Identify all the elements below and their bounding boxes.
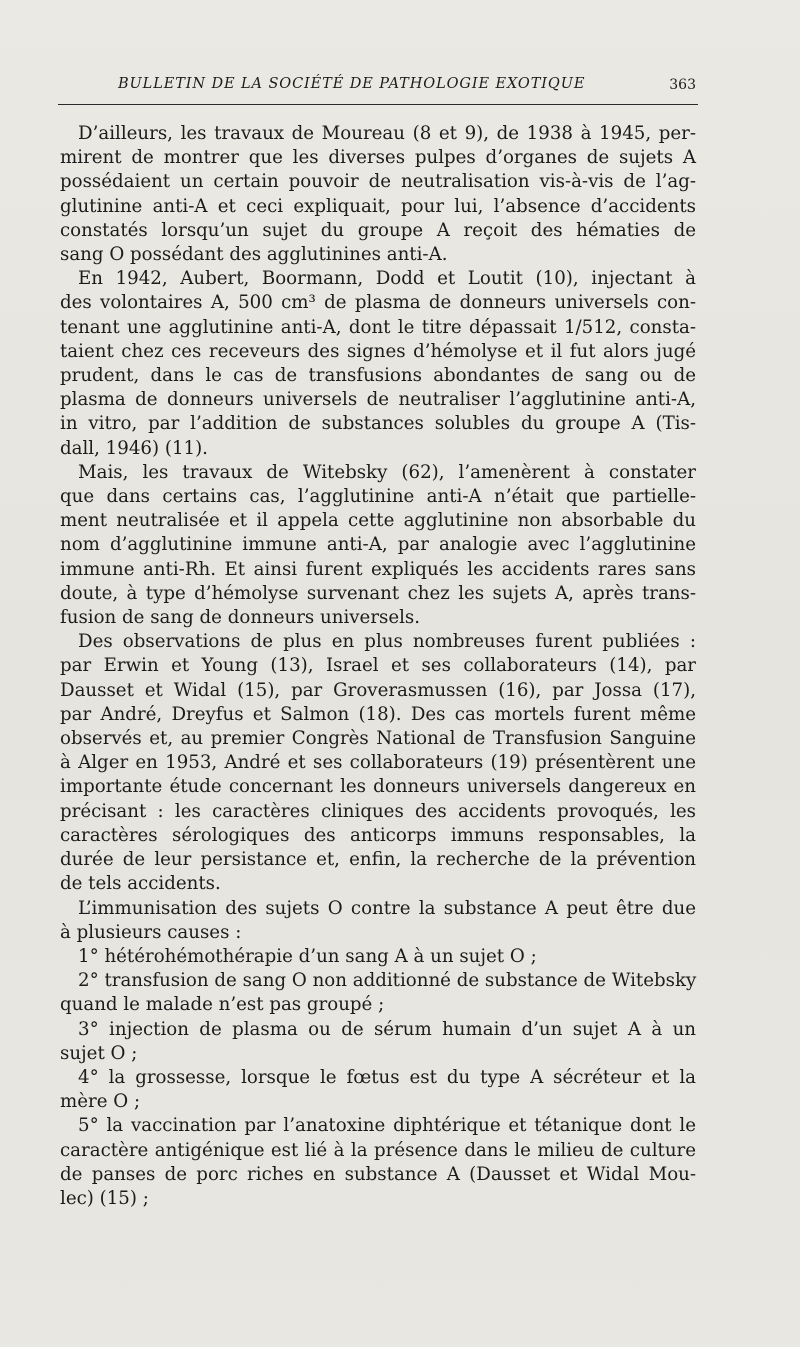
text-line: mère O ; — [60, 1091, 141, 1113]
text-line: tenant une agglutinine anti-A, dont le titre dépassait 1/512, consta- — [60, 316, 696, 338]
text-line: importante étude concernant les donneurs universels dangereux en — [60, 776, 696, 798]
text-line: D’ailleurs, les travaux de Moureau (8 et 9), de 1938 à 1945, per- — [78, 123, 696, 144]
text-line: durée de leur persistance et, enfin, la recherche de la prévention — [60, 849, 696, 871]
text-line: Des observations de plus en plus nombreuses furent publiées : — [78, 631, 696, 653]
paragraph — [60, 122, 696, 267]
text-line: quand le malade n’est pas groupé ; — [60, 994, 385, 1016]
paragraph — [60, 267, 696, 461]
paragraph — [60, 897, 696, 945]
text-line: par André, Dreyfus et Salmon (18). Des cas mortels furent même — [60, 703, 696, 725]
text-line: Mais, les travaux de Witebsky (62), l’amenèrent à constater — [78, 461, 696, 483]
text-line: 5° la vaccination par l’anatoxine diphtérique et tétanique dont le — [78, 1115, 696, 1137]
text-line: des volontaires A, 500 cm³ de plasma de donneurs universels con- — [60, 292, 696, 314]
list-item — [60, 1066, 696, 1114]
text-line: En 1942, Aubert, Boormann, Dodd et Loutit (10), injectant à — [78, 268, 696, 290]
text-line: mirent de montrer que les diverses pulpes d’organes de sujets A — [60, 147, 696, 169]
text-line: de panses de porc riches en substance A (Dausset et Widal Mou- — [60, 1163, 696, 1185]
text-line: à Alger en 1953, André et ses collaborateurs (19) présentèrent une — [60, 752, 696, 774]
text-line: sujet O ; — [60, 1042, 138, 1064]
text-line: ment neutralisée et il appela cette agglutinine non absorbable du — [60, 510, 696, 532]
paragraph — [60, 461, 696, 630]
text-line: lec) (15) ; — [60, 1187, 149, 1209]
text-line: prudent, dans le cas de transfusions abondantes de sang ou de — [60, 365, 696, 387]
text-line: caractères sérologiques des anticorps immuns responsables, la — [60, 824, 696, 846]
text-line: plasma de donneurs universels de neutraliser l’agglutinine anti-A, — [60, 389, 696, 411]
text-line: dall, 1946) (11). — [60, 437, 208, 459]
list-item — [60, 945, 696, 969]
running-header — [60, 76, 696, 98]
text-line: de tels accidents. — [60, 873, 221, 895]
text-line: immune anti-Rh. Et ainsi furent expliqués les accidents rares sans — [60, 558, 696, 580]
text-line: sang O possédant des agglutinines anti-A. — [60, 244, 448, 266]
paragraph — [60, 630, 696, 896]
text-line: caractère antigénique est lié à la présence dans le milieu de culture — [60, 1139, 696, 1161]
list-item — [60, 1114, 696, 1211]
page-number: 363 — [669, 77, 696, 93]
text-line: in vitro, par l’addition de substances solubles du groupe A (Tis- — [60, 413, 696, 435]
text-line: taient chez ces receveurs des signes d’hémolyse et il fut alors jugé — [60, 340, 696, 362]
text-line: possédaient un certain pouvoir de neutralisation vis-à-vis de l’ag- — [60, 171, 696, 193]
list-item — [60, 1018, 696, 1066]
text-line: par Erwin et Young (13), Israel et ses collaborateurs (14), par — [60, 655, 696, 677]
text-line: nom d’agglutinine immune anti-A, par analogie avec l’agglutinine — [60, 534, 696, 556]
text-line: 1° hétérohémothérapie d’un sang A à un sujet O ; — [78, 945, 537, 967]
text-line: observés et, au premier Congrès National de Transfusion Sanguine — [60, 728, 696, 750]
list-item — [60, 969, 696, 1017]
text-line: à plusieurs causes : — [60, 921, 242, 943]
header-rule — [58, 104, 698, 105]
text-line: fusion de sang de donneurs universels. — [60, 607, 421, 629]
main-text — [60, 122, 696, 1211]
text-line: précisant : les caractères cliniques des accidents provoqués, les — [60, 800, 696, 822]
text-line: Dausset et Widal (15), par Groverasmussen (16), par Jossa (17), — [60, 679, 696, 701]
journal-title: BULLETIN DE LA SOCIÉTÉ DE PATHOLOGIE EXOTIQUE — [118, 76, 586, 92]
text-line: L’immunisation des sujets O contre la substance A peut être due — [78, 897, 696, 919]
text-line: doute, à type d’hémolyse survenant chez les sujets A, après trans- — [60, 582, 696, 604]
text-line: 3° injection de plasma ou de sérum humain d’un sujet A à un — [78, 1018, 696, 1040]
text-line: constatés lorsqu’un sujet du groupe A reçoit des hématies de — [60, 219, 696, 241]
text-line: 4° la grossesse, lorsque le fœtus est du type A sécréteur et la — [78, 1066, 696, 1088]
text-line: glutinine anti-A et ceci expliquait, pour lui, l’absence d’accidents — [60, 195, 696, 217]
text-line: que dans certains cas, l’agglutinine anti-A n’était que partielle- — [60, 486, 696, 508]
text-line: 2° transfusion de sang O non additionné de substance de Witebsky — [78, 970, 697, 992]
